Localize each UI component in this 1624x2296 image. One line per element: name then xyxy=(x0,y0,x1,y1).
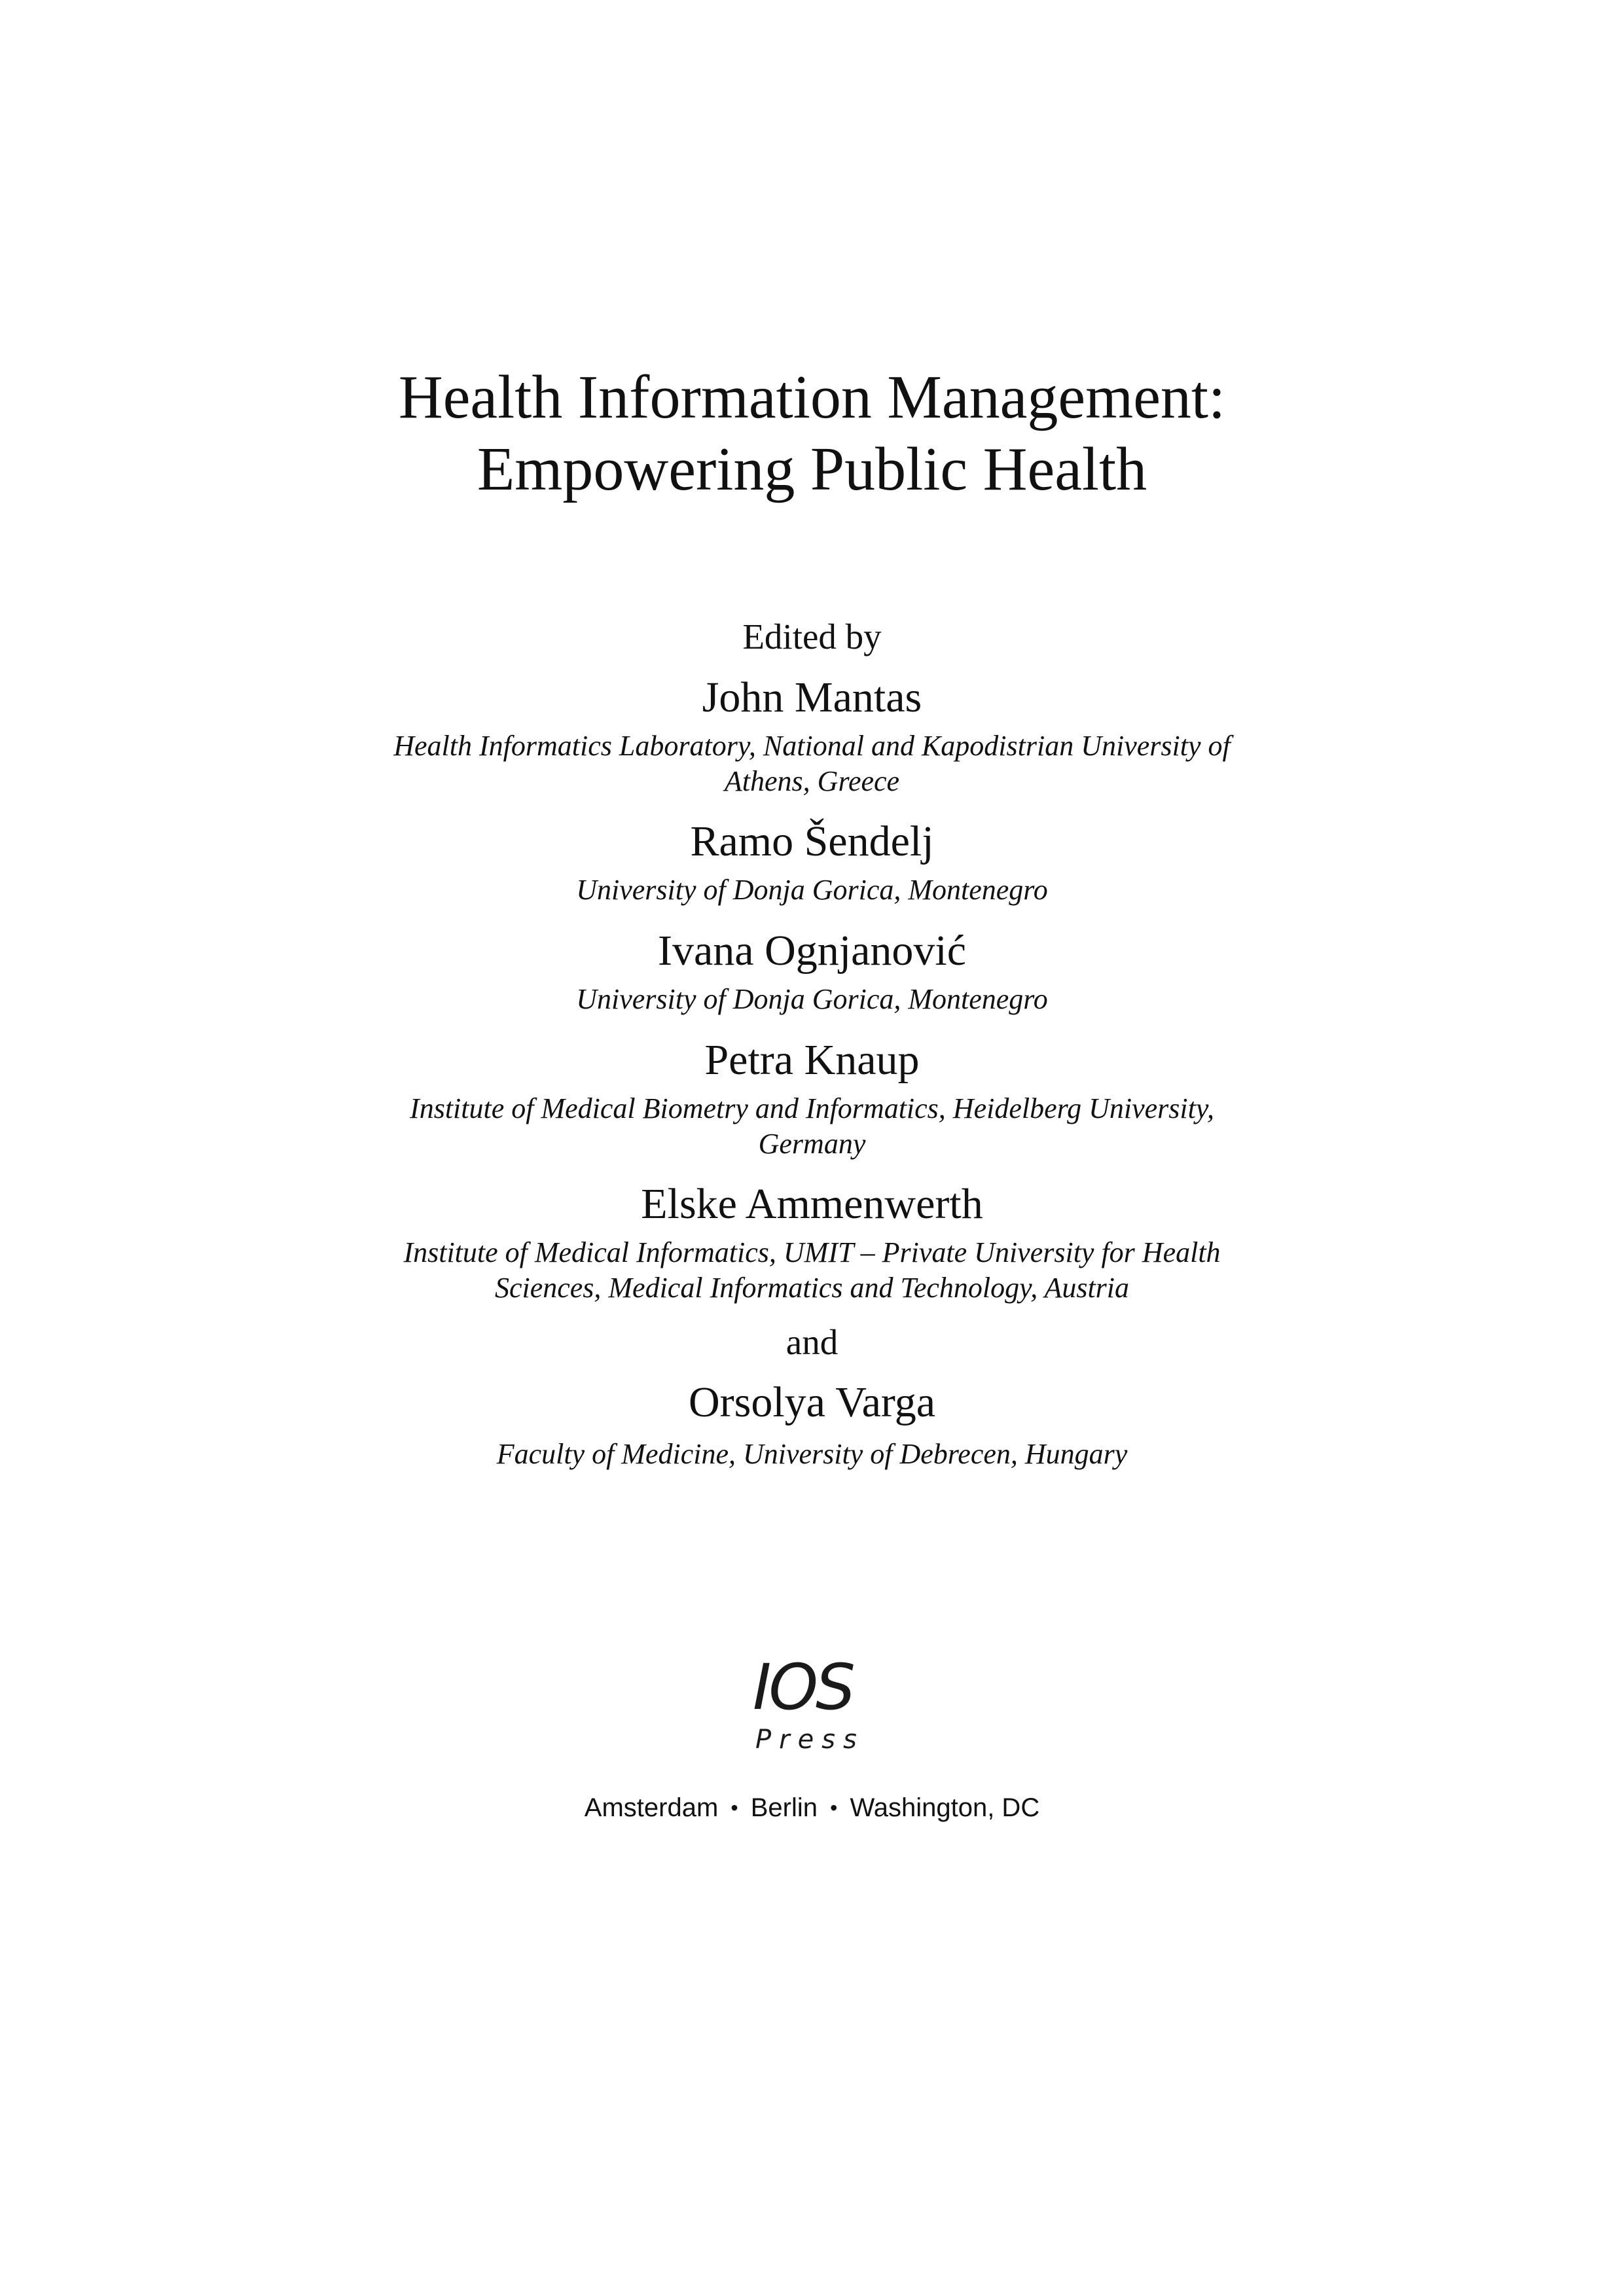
editor-name: John Mantas xyxy=(702,673,922,721)
city-berlin: Berlin xyxy=(750,1793,818,1822)
logo-main-text: IOS xyxy=(753,1651,853,1724)
editor-affiliation-line: Germany xyxy=(758,1128,866,1160)
book-title-line-2: Empowering Public Health xyxy=(477,435,1147,503)
editor-affiliation-line: Health Informatics Laboratory, National and Kapodistrian University of xyxy=(393,730,1231,762)
edited-by-label: Edited by xyxy=(742,617,882,656)
editor-name: Orsolya Varga xyxy=(689,1378,935,1426)
editor-affiliation-line: Institute of Medical Biometry and Informatics, Heidelberg University, xyxy=(410,1092,1214,1124)
bullet-separator: • xyxy=(731,1796,738,1820)
editor-affiliation-line: Institute of Medical Informatics, UMIT – Private University for Health xyxy=(403,1236,1221,1268)
editor-affiliation-line: Sciences, Medical Informatics and Technology, Austria xyxy=(494,1272,1130,1304)
ios-press-logo xyxy=(753,1651,884,1761)
editor-affiliation-line: University of Donja Gorica, Montenegro xyxy=(576,874,1048,906)
book-title-line-1: Health Information Management: xyxy=(398,363,1226,431)
conjunction-and: and xyxy=(785,1322,839,1362)
editor-name: Elske Ammenwerth xyxy=(641,1180,983,1228)
city-washington-dc: Washington, DC xyxy=(850,1793,1040,1822)
publisher-cities xyxy=(0,1795,1624,1821)
city-amsterdam: Amsterdam xyxy=(584,1793,719,1822)
bullet-separator: • xyxy=(830,1796,838,1820)
editor-name: Ramo Šendelj xyxy=(690,817,934,865)
editor-affiliation-line: Athens, Greece xyxy=(724,765,900,797)
editor-affiliation-line: Faculty of Medicine, University of Debrecen, Hungary xyxy=(496,1438,1128,1470)
logo-sub-text: Press xyxy=(755,1725,865,1755)
editor-name: Petra Knaup xyxy=(704,1036,920,1084)
editor-name: Ivana Ognjanović xyxy=(658,927,966,975)
editor-affiliation-line: University of Donja Gorica, Montenegro xyxy=(576,983,1048,1015)
